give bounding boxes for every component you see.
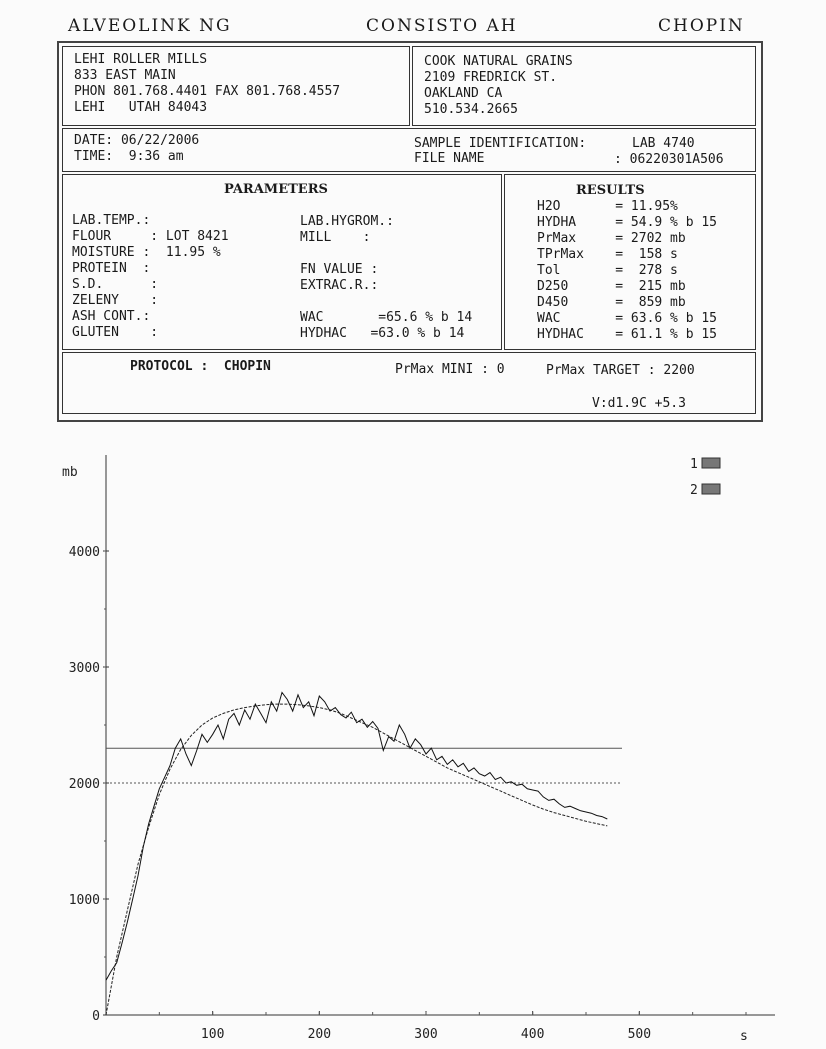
param-lab-temp: LAB.TEMP.: — [72, 213, 151, 228]
y-axis-label: mb — [62, 465, 78, 480]
y-tick-label: 1000 — [68, 893, 100, 908]
file-label: FILE NAME — [414, 151, 485, 166]
param-sd: S.D. : — [72, 277, 159, 292]
result-d450: D450 = 859 mb — [537, 295, 686, 310]
param-mill: MILL : — [300, 230, 371, 245]
session-date: DATE: 06/22/2006 — [74, 133, 200, 148]
result-hydha: HYDHA = 54.9 % b 15 — [537, 215, 718, 230]
param-lab-hygrom: LAB.HYGROM.: — [300, 214, 394, 229]
prmax-target: PrMax TARGET : 2200 — [546, 363, 695, 378]
chart-ticks — [69, 545, 746, 1042]
x-tick-label: 300 — [414, 1027, 438, 1042]
sample-value: LAB 4740 — [632, 136, 695, 151]
header-right: CHOPIN — [658, 16, 745, 36]
legend-swatch — [702, 484, 720, 494]
chart-legend — [690, 457, 720, 498]
param-flour: FLOUR : LOT 8421 — [72, 229, 229, 244]
results-heading: RESULTS — [576, 183, 645, 198]
param-zeleny: ZELENY : — [72, 293, 159, 308]
legend-label: 1 — [690, 457, 698, 472]
result-tprmax: TPrMax = 158 s — [537, 247, 678, 262]
sample-label: SAMPLE IDENTIFICATION: — [414, 136, 587, 151]
header-center: CONSISTO AH — [366, 16, 518, 36]
series-line-1 — [106, 704, 607, 1015]
chart-axes — [106, 455, 775, 1015]
customer-phone: 510.534.2665 — [424, 102, 518, 117]
miller-city: LEHI UTAH 84043 — [74, 100, 208, 115]
session-time: TIME: 9:36 am — [74, 149, 184, 164]
result-d250: D250 = 215 mb — [537, 279, 686, 294]
y-tick-label: 2000 — [68, 777, 100, 792]
param-protein: PROTEIN : — [72, 261, 151, 276]
prmax-mini: PrMax MINI : 0 — [395, 362, 505, 377]
parameters-heading: PARAMETERS — [224, 182, 328, 197]
customer-name: COOK NATURAL GRAINS — [424, 54, 573, 69]
x-axis-label: s — [740, 1029, 748, 1044]
customer-city: OAKLAND CA — [424, 86, 503, 101]
miller-address: 833 EAST MAIN — [74, 68, 176, 83]
file-value: : 06220301A506 — [614, 152, 724, 167]
result-wac: WAC = 63.6 % b 15 — [537, 311, 718, 326]
x-tick-label: 200 — [307, 1027, 332, 1042]
header-left: ALVEOLINK NG — [68, 16, 232, 36]
y-tick-label: 3000 — [68, 661, 100, 676]
x-tick-label: 100 — [200, 1027, 225, 1042]
legend-label: 2 — [690, 483, 698, 498]
param-extrac: EXTRAC.R.: — [300, 278, 379, 293]
miller-name: LEHI ROLLER MILLS — [74, 52, 208, 67]
customer-address: 2109 FREDRICK ST. — [424, 70, 558, 85]
y-tick-label: 0 — [92, 1009, 100, 1024]
chart-series — [106, 693, 607, 1016]
alveogram-chart — [0, 440, 826, 1049]
result-hydhac: HYDHAC = 61.1 % b 15 — [537, 327, 718, 342]
param-moisture: MOISTURE : 11.95 % — [72, 245, 221, 260]
chart-reference-lines — [106, 748, 622, 783]
y-tick-label: 4000 — [68, 545, 100, 560]
series-line-2 — [106, 693, 607, 981]
protocol-label: PROTOCOL : CHOPIN — [130, 359, 271, 374]
x-tick-label: 400 — [520, 1027, 545, 1042]
legend-swatch — [702, 458, 720, 468]
result-h2o: H2O = 11.95% — [537, 199, 678, 214]
param-wac: WAC =65.6 % b 14 — [300, 310, 473, 325]
result-tol: Tol = 278 s — [537, 263, 678, 278]
version-label: V:d1.9C +5.3 — [592, 396, 686, 411]
param-ash: ASH CONT.: — [72, 309, 151, 324]
result-prmax: PrMax = 2702 mb — [537, 231, 686, 246]
x-tick-label: 500 — [627, 1027, 652, 1042]
param-hydhac: HYDHAC =63.0 % b 14 — [300, 326, 465, 341]
miller-phone: PHON 801.768.4401 FAX 801.768.4557 — [74, 84, 341, 99]
param-fn-value: FN VALUE : — [300, 262, 379, 277]
param-gluten: GLUTEN : — [72, 325, 159, 340]
